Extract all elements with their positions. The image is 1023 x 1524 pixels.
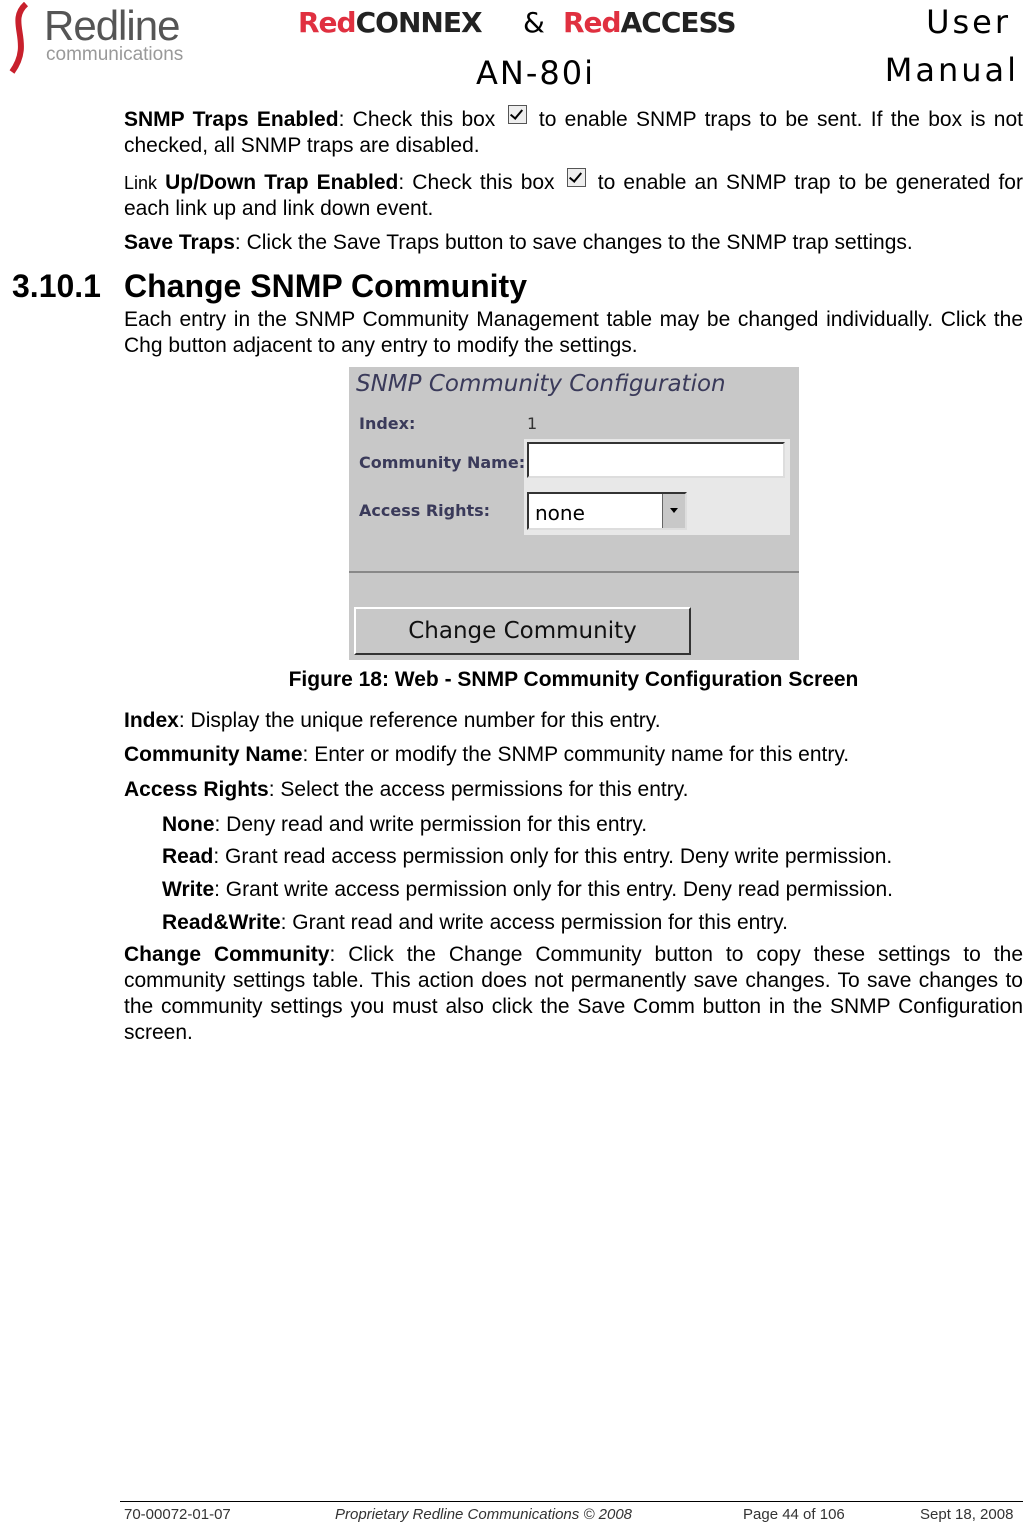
brand-redaccess [563, 6, 736, 39]
text: : Check this box [338, 108, 496, 131]
brand-black: ACCESS [620, 6, 736, 39]
text: : Grant read access permission only for this entry. Deny write permission. [213, 845, 893, 868]
term: Change Community [124, 943, 330, 966]
brand-redconnex [298, 6, 482, 39]
access-rights-select[interactable] [527, 492, 687, 530]
brand-red: Red [298, 6, 356, 39]
brand-black: CONNEX [355, 6, 482, 39]
redline-logo-icon [4, 2, 44, 74]
ampersand: & [523, 6, 545, 39]
def-read [162, 844, 1023, 870]
index-value: 1 [527, 414, 538, 433]
title-manual: Manual [884, 51, 1019, 89]
text: : Grant read and write access permission for this entry. [280, 911, 788, 934]
text: to enable SNMP traps to be sent. If the box is not checked, all SNMP traps are disabled. [124, 108, 1023, 157]
title-user: User [926, 3, 1011, 41]
footer-copyright: Proprietary Redline Communications © 2008 [335, 1506, 633, 1523]
term: Up/Down Trap Enabled [165, 171, 399, 194]
index-label: Index: [359, 414, 416, 433]
access-rights-label: Access Rights: [359, 501, 491, 520]
model-name: AN-80i [476, 54, 595, 92]
community-name-input[interactable] [527, 442, 785, 478]
logo-word: Redline [44, 2, 180, 49]
term: Index [124, 709, 179, 732]
access-rights-value: none [535, 501, 585, 525]
term: Community Name [124, 743, 303, 766]
def-index [124, 708, 1023, 734]
text: Link [124, 173, 158, 193]
para-updown [124, 168, 1023, 222]
term: Read [162, 845, 214, 868]
term: SNMP Traps Enabled [124, 108, 339, 131]
term: Save Traps [124, 231, 235, 254]
footer-date: Sept 18, 2008 [920, 1506, 1014, 1523]
section-title: Change SNMP Community [124, 268, 527, 304]
community-name-label: Community Name: [359, 453, 526, 472]
checkbox-checked-icon [508, 105, 527, 124]
term: Access Rights [124, 778, 269, 801]
term: Write [162, 878, 215, 901]
def-readwrite [162, 910, 1023, 936]
text: : Click the Save Traps button to save changes to the SNMP trap settings. [234, 231, 913, 254]
section-intro: Each entry in the SNMP Community Management table may be changed individually. Click the Chg button adjacent to any entry to modify the settings. [124, 308, 1023, 357]
footer-page: Page 44 of 106 [743, 1506, 845, 1523]
para-save-traps [124, 230, 1023, 256]
text: : Grant write access permission only for this entry. Deny read permission. [214, 878, 893, 901]
text: : Enter or modify the SNMP community name for this entry. [302, 743, 850, 766]
def-community-name [124, 742, 1023, 768]
snmp-community-figure [349, 367, 799, 660]
brand-red: Red [563, 6, 621, 39]
checkbox-checked-icon [567, 168, 586, 187]
def-none [162, 812, 1023, 838]
figure-title: SNMP Community Configuration [356, 371, 726, 397]
text: : Display the unique reference number for this entry. [178, 709, 661, 732]
section-heading [12, 268, 527, 305]
term: None [162, 813, 215, 836]
text: to enable an SNMP trap to be generated for each link up and link down event. [124, 171, 1023, 220]
def-write [162, 877, 1023, 903]
change-community-button[interactable]: Change Community [354, 607, 691, 655]
logo-sub: communications [46, 44, 184, 65]
footer-doc-number: 70-00072-01-07 [124, 1506, 231, 1523]
def-access-rights [124, 777, 1023, 803]
footer-divider [120, 1501, 1023, 1502]
para-traps-enabled [124, 105, 1023, 159]
chevron-down-icon[interactable] [662, 494, 685, 528]
text: : Check this box [398, 171, 555, 194]
text: : Select the access permissions for this entry. [268, 778, 689, 801]
def-change-community [124, 942, 1023, 1046]
figure-caption: Figure 18: Web - SNMP Community Configuration Screen [288, 668, 859, 691]
term: Read&Write [162, 911, 281, 934]
text: : Click the Change Community button to copy these settings to the community settings table. This action does not permanently save changes. To save changes to the community settings you must also click the Save Comm button in the SNMP Configuration screen. [124, 943, 1023, 1044]
divider [349, 571, 799, 573]
section-number: 3.10.1 [12, 268, 101, 304]
text: : Deny read and write permission for this entry. [214, 813, 648, 836]
